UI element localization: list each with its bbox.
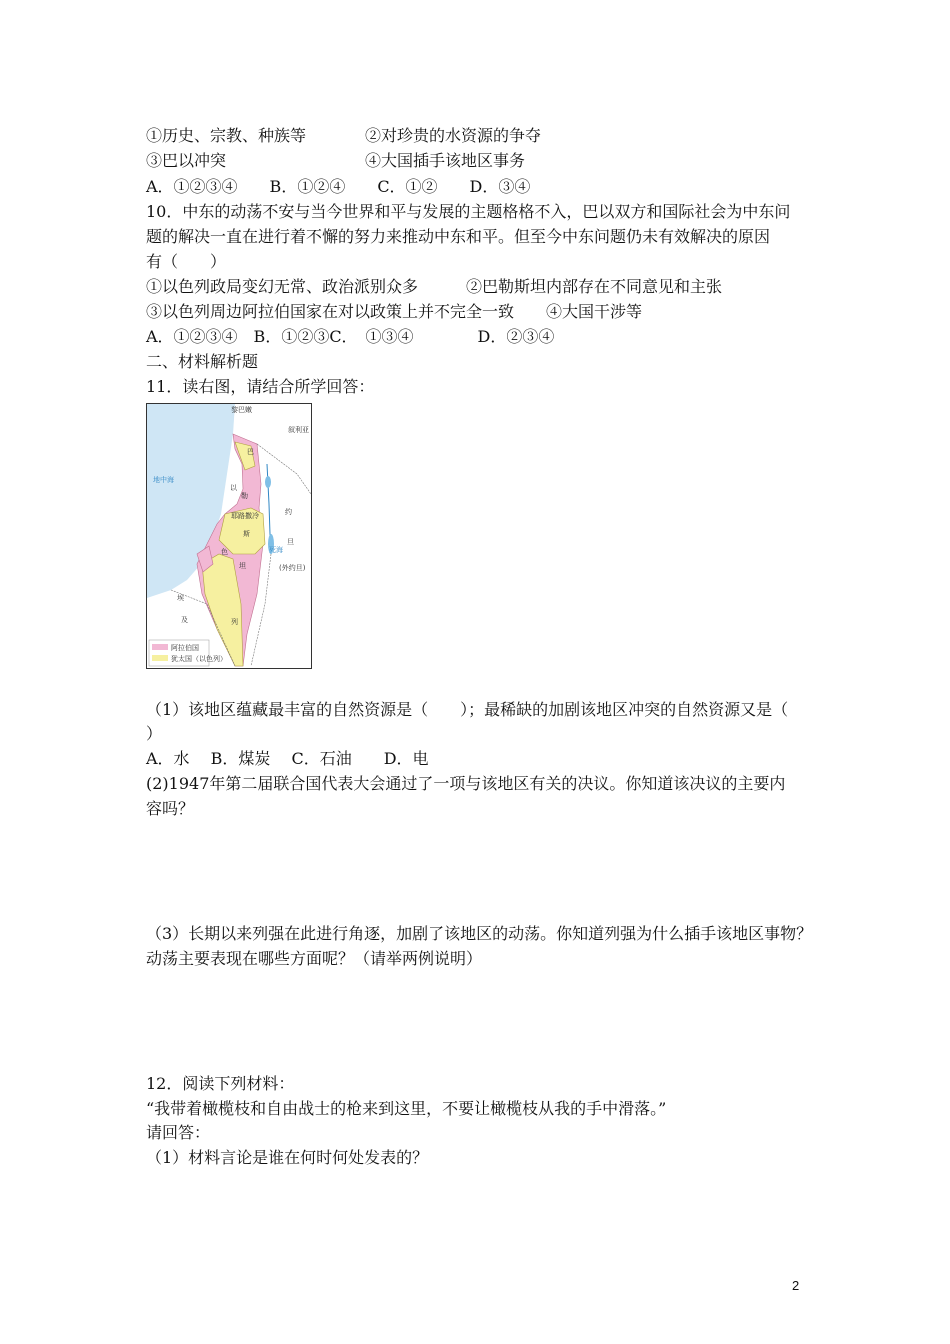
- q9-option-3: ③巴以冲突: [146, 151, 227, 170]
- sea-of-galilee: [265, 476, 271, 488]
- q10-options-3-4: ③以色列周边阿拉伯国家在对以政策上并不完全一致 ④大国干涉等: [146, 302, 643, 321]
- section-heading: 二、材料解析题: [146, 352, 259, 371]
- page-number: 2: [792, 1278, 800, 1293]
- label-lebanon: 黎巴嫩: [231, 406, 252, 414]
- q12-stem: 12．阅读下列材料：: [146, 1074, 295, 1093]
- q12-quote: “我带着橄榄枝和自由战士的枪来到这里，不要让橄榄枝从我的手中滑落。”: [146, 1099, 667, 1118]
- label-se: 色: [221, 548, 228, 556]
- label-le: 勒: [241, 492, 248, 500]
- q11-sub3-line2: 动荡主要表现在哪些方面呢？（请举两例说明）: [146, 949, 483, 968]
- label-lie: 列: [231, 618, 238, 626]
- q10-stem-line3: 有（ ）: [146, 252, 227, 271]
- q10-stem-line1: 10．中东的动荡不安与当今世界和平与发展的主题格格不入，巴以双方和国际社会为中东问: [146, 202, 791, 221]
- border-line-east: [257, 444, 311, 494]
- q11-sub2-line1: (2)1947年第二届联合国代表大会通过了一项与该地区有关的决议。你知道该决议的主要内: [146, 774, 786, 793]
- q11-sub1-line1: （1）该地区蕴藏最丰富的自然资源是（ ）；最稀缺的加剧该地区冲突的自然资源又是（: [146, 700, 789, 719]
- q9-option-2: ②对珍贵的水资源的争夺: [365, 126, 542, 145]
- legend-label-arab: 阿拉伯国: [171, 644, 199, 652]
- label-dead-sea: 死海: [269, 546, 283, 554]
- label-tan: 坦: [239, 562, 246, 570]
- q12-sub1: （1）材料言论是谁在何时何处发表的？: [146, 1148, 429, 1167]
- map-svg: [147, 404, 311, 668]
- q11-sub3-line1: （3）长期以来列强在此进行角逐，加剧了该地区的动荡。你知道列强为什么插手该地区事物？: [146, 924, 813, 943]
- label-ji: 及: [181, 616, 188, 624]
- q10-stem-line2: 题的解决一直在进行着不懈的努力来推动中东和平。但至今中东问题仍未有效解决的原因: [146, 227, 771, 246]
- legend-swatch-jewish: [152, 655, 168, 661]
- label-dan: 旦: [287, 538, 294, 546]
- q9-option-1: ①历史、宗教、种族等: [146, 126, 307, 145]
- q10-options-1-2: ①以色列政局变幻无常、政治派别众多 ②巴勒斯坦内部存在不同意见和主张: [146, 277, 723, 296]
- label-ai: 埃: [177, 594, 184, 602]
- label-ba: 巴: [247, 448, 254, 456]
- label-si: 斯: [243, 530, 250, 538]
- q11-stem: 11．读右图，请结合所学回答：: [146, 377, 375, 396]
- q11-sub1-choices: A．水 B．煤炭 C．石油 D．电: [146, 749, 429, 768]
- label-mediterranean: 地中海: [153, 476, 174, 484]
- q9-choices: A．①②③④ B．①②④ C．①② D．③④: [146, 177, 531, 196]
- q10-choices: A．①②③④ B．①②③C． ①③④ D．②③④: [146, 327, 555, 346]
- palestine-map: [146, 403, 312, 669]
- q12-prompt: 请回答：: [146, 1123, 211, 1142]
- label-yi: 以: [230, 484, 237, 492]
- q11-sub2-line2: 容吗？: [146, 799, 195, 818]
- label-syria: 叙利亚: [288, 426, 309, 434]
- label-transjordan: (外约旦): [279, 564, 306, 572]
- legend-label-jewish: 犹太国（以色列）: [171, 655, 227, 663]
- label-yue: 约: [285, 508, 292, 516]
- legend-swatch-arab: [152, 644, 168, 650]
- q9-option-4: ④大国插手该地区事务: [365, 151, 526, 170]
- label-jerusalem: 耶路撒冷: [231, 512, 259, 520]
- q11-sub1-line2: ）: [146, 724, 163, 743]
